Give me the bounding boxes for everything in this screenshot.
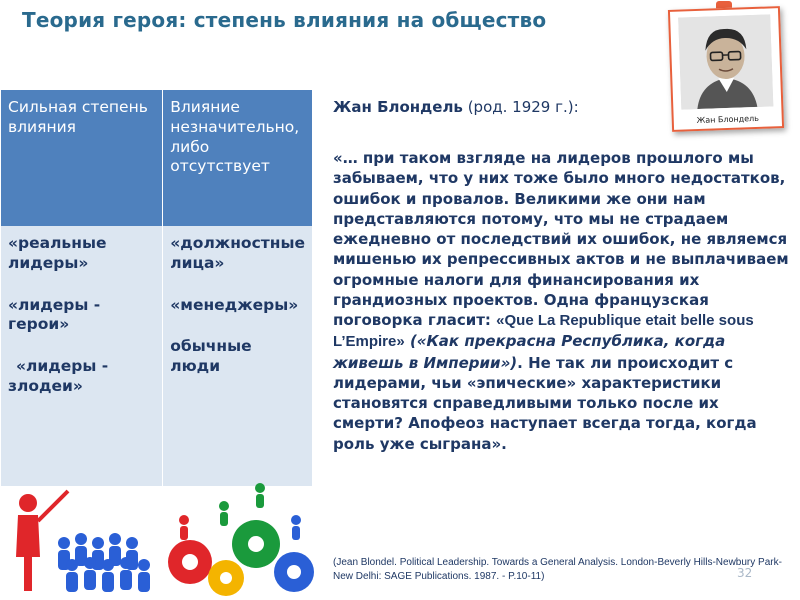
- portrait-photo: [678, 14, 773, 109]
- header-weak-influence: Влияние незначительно, либо отсутствует: [163, 90, 313, 226]
- quote-part1: «… при таком взгляде на лидеров прошлого мы забываем, что у них тоже было много недостатков, ошибок и провалов. Великими же они нам представляются потому, что мы не страдаем ежедневно от последствий их ошибок, не являемся мишенью их репрессивных актов и не выплачиваем огромные налоги для финансирования их грандиозных проектов. Одна французская поговорка гласит:: [333, 149, 789, 329]
- quote-text: [333, 148, 793, 454]
- leader-influence-table: [1, 90, 313, 486]
- gears-with-people-icon: [160, 480, 325, 598]
- quote-part2: . Не так ли происходит с лидерами, чьи «эпические» характеристики становятся справедливыми только после их смерти? Апофеоз наступает всегда тогда, когда роль уже сыграна».: [333, 353, 757, 453]
- list-item: «лидеры - герои»: [8, 295, 101, 334]
- saying-translation: («Как прекрасна Республика, когда живешь в Империи»): [333, 332, 726, 372]
- page-number: 32: [737, 566, 753, 580]
- header-strong-influence: Сильная степень влияния: [1, 90, 163, 226]
- author-line: [333, 98, 579, 116]
- list-item: «менеджеры»: [170, 295, 299, 314]
- strong-influence-cell: [1, 226, 163, 486]
- author-name: Жан Блондель: [333, 98, 463, 116]
- slide-title: Теория героя: степень влияния на общество: [22, 8, 547, 32]
- reference: (Jean Blondel. Political Leadership. Towards a General Analysis. London-Beverly Hills-Newbury Park-New Delhi: SAGE Publications. 1987. - P.10-11): [333, 557, 782, 582]
- presenter-with-crowd-icon: [6, 487, 156, 597]
- list-item: «реальные лидеры»: [8, 234, 107, 272]
- list-item: «лидеры - злодеи»: [8, 357, 109, 396]
- list-item: «должностные лица»: [170, 234, 305, 272]
- portrait-card: [668, 6, 784, 132]
- weak-influence-cell: [163, 226, 313, 486]
- portrait-caption: Жан Блондель: [696, 113, 760, 126]
- french-saying: «Que La Republique etait belle sous L’Empire»: [333, 312, 754, 351]
- list-item: обычные люди: [170, 337, 252, 376]
- author-years: (род. 1929 г.):: [467, 98, 579, 116]
